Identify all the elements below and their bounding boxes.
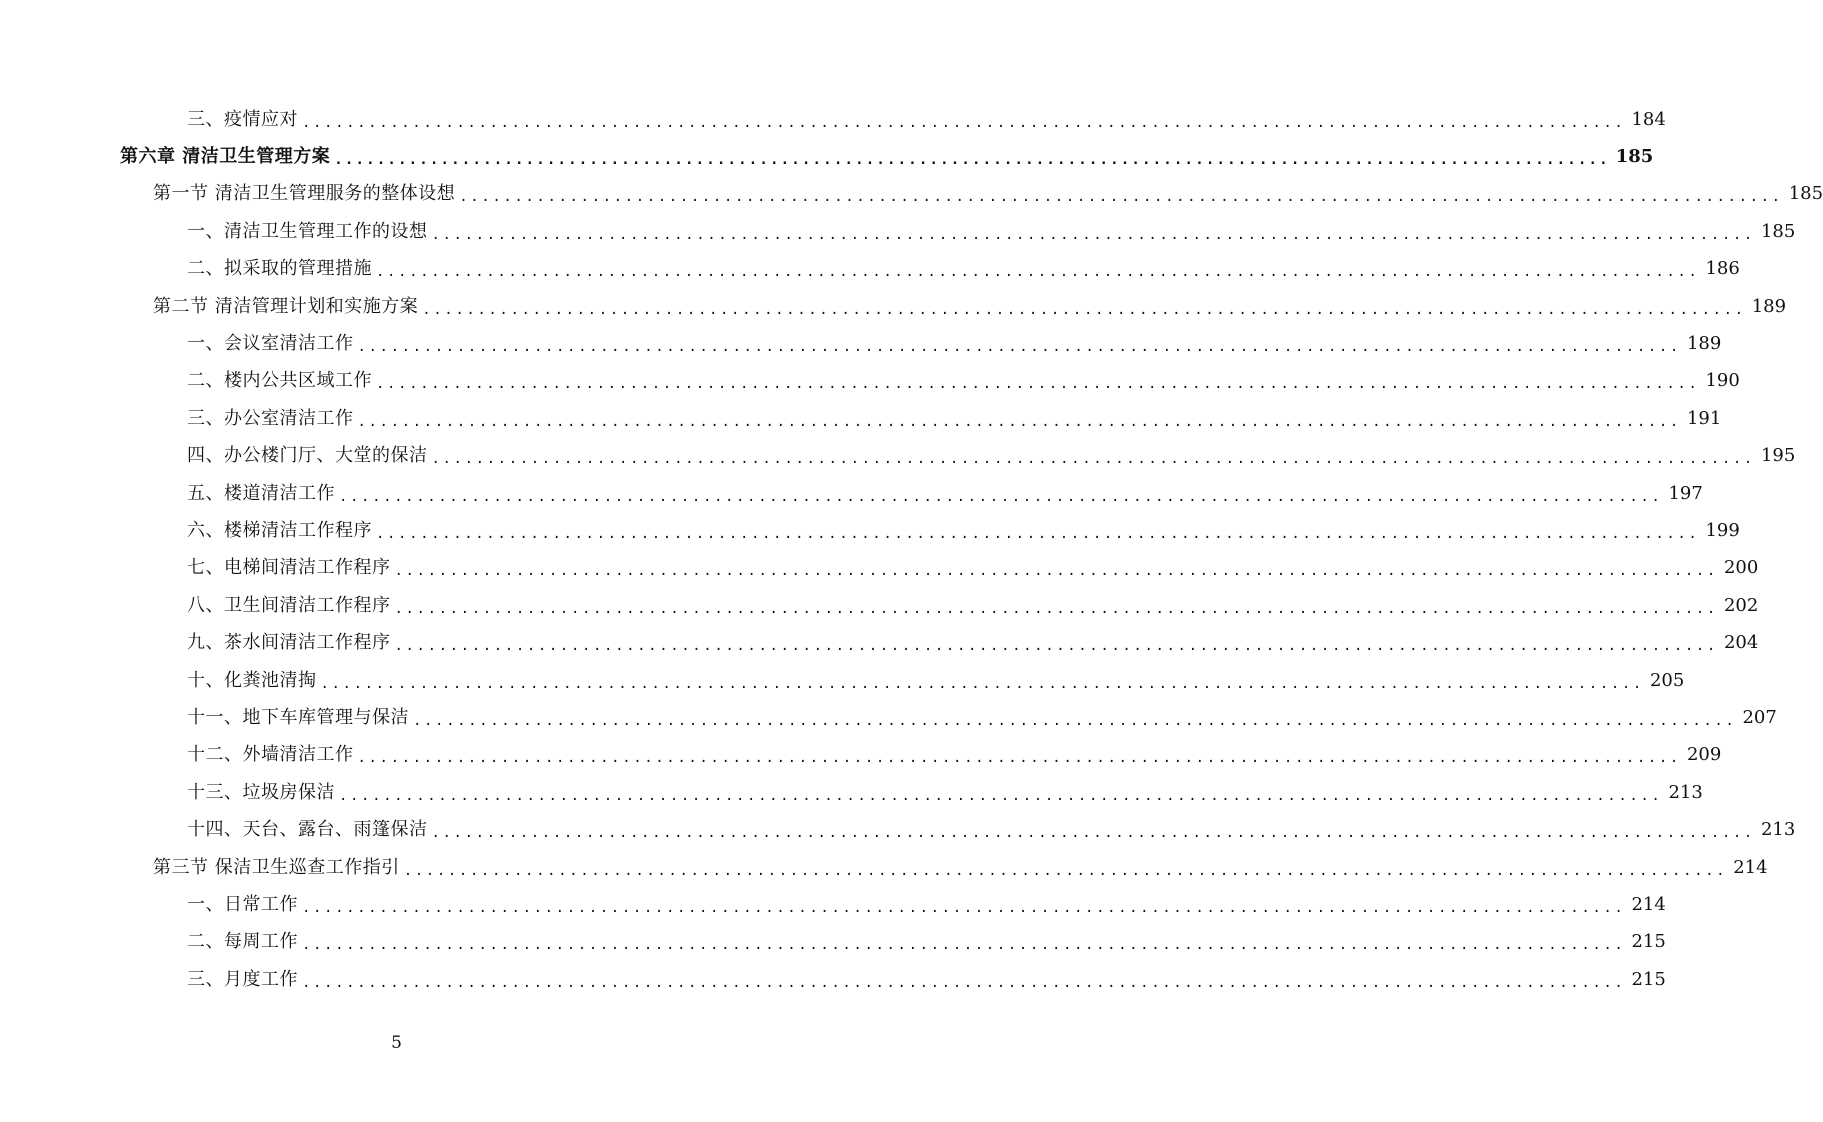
toc-entry-title: 十四、天台、露台、雨篷保洁 <box>187 819 428 841</box>
toc-item-entry[interactable] <box>0 774 1703 811</box>
toc-entry-page: 185 <box>1760 220 1796 242</box>
toc-entry-title: 六、楼梯清洁工作程序 <box>187 519 372 541</box>
toc-entry-page: 191 <box>1686 407 1722 429</box>
toc-item-entry[interactable] <box>0 213 1796 250</box>
toc-entry-page: 200 <box>1723 557 1759 579</box>
toc-chapter-entry[interactable] <box>0 138 1654 175</box>
toc-item-entry[interactable] <box>0 475 1703 512</box>
toc-entry-title: 二、楼内公共区域工作 <box>187 370 372 392</box>
toc-item-entry[interactable] <box>0 101 1666 138</box>
toc-entry-title: 八、卫生间清洁工作程序 <box>187 594 391 616</box>
toc-entry-page: 199 <box>1705 519 1740 541</box>
toc-dot-leader: ........................................................................................................................ <box>339 787 1663 804</box>
toc-dot-leader: ........................................................................................................................ <box>459 189 1783 206</box>
toc-entry-title: 十二、外墙清洁工作 <box>187 744 354 766</box>
toc-dot-leader: ........................................................................................................................ <box>302 974 1626 991</box>
toc-entry-title: 三、月度工作 <box>187 968 298 990</box>
toc-section-entry[interactable] <box>0 288 1787 325</box>
toc-entry-page: 195 <box>1760 445 1796 467</box>
toc-dot-leader: ........................................................................................................................ <box>376 376 1700 393</box>
toc-entry-title: 第六章 清洁卫生管理方案 <box>120 146 331 168</box>
toc-entry-page: 213 <box>1668 781 1703 803</box>
toc-dot-leader: ........................................................................................................................ <box>357 413 1681 430</box>
toc-item-entry[interactable] <box>0 251 1740 288</box>
toc-dot-leader: ........................................................................................................................ <box>302 899 1626 916</box>
toc-dot-leader: ........................................................................................................................ <box>357 750 1681 767</box>
toc-entry-page: 189 <box>1751 295 1787 317</box>
toc-dot-leader: ........................................................................................................................ <box>422 301 1746 318</box>
toc-dot-leader: ........................................................................................................................ <box>431 226 1755 243</box>
toc-item-entry[interactable] <box>0 512 1740 549</box>
toc-entry-page: 202 <box>1723 594 1759 616</box>
toc-dot-leader: ........................................................................................................................ <box>431 825 1755 842</box>
toc-dot-leader: ........................................................................................................................ <box>376 525 1700 542</box>
toc-dot-leader: ........................................................................................................................ <box>394 600 1718 617</box>
toc-entry-title: 二、每周工作 <box>187 931 298 953</box>
toc-entry-title: 第三节 保洁卫生巡查工作指引 <box>153 856 400 878</box>
toc-entry-page: 207 <box>1742 706 1777 728</box>
toc-entry-title: 五、楼道清洁工作 <box>187 482 335 504</box>
toc-entry-page: 185 <box>1788 183 1823 205</box>
toc-dot-leader: ........................................................................................................................ <box>403 862 1728 879</box>
toc-dot-leader: ........................................................................................................................ <box>339 488 1663 505</box>
toc-entry-title: 第二节 清洁管理计划和实施方案 <box>153 295 419 317</box>
toc-entry-page: 204 <box>1723 632 1759 654</box>
toc-entry-page: 215 <box>1631 968 1666 990</box>
toc-dot-leader: ........................................................................................................................ <box>302 114 1626 131</box>
toc-entry-title: 十、化粪池清掏 <box>187 669 317 691</box>
toc-entry-page: 213 <box>1760 819 1796 841</box>
toc-entry-title: 一、会议室清洁工作 <box>187 333 354 355</box>
toc-item-entry[interactable] <box>0 438 1796 475</box>
toc-item-entry[interactable] <box>0 924 1666 961</box>
toc-entry-page: 215 <box>1631 931 1666 953</box>
table-of-contents <box>0 101 1823 998</box>
toc-dot-leader: ........................................................................................................................ <box>334 152 1610 169</box>
toc-entry-page: 185 <box>1615 146 1654 168</box>
toc-entry-title: 四、办公楼门厅、大堂的保洁 <box>187 445 428 467</box>
toc-entry-title: 一、日常工作 <box>187 893 298 915</box>
toc-section-entry[interactable] <box>0 849 1768 886</box>
toc-item-entry[interactable] <box>0 699 1777 736</box>
toc-entry-title: 第一节 清洁卫生管理服务的整体设想 <box>153 183 456 205</box>
toc-entry-title: 二、拟采取的管理措施 <box>187 258 372 280</box>
toc-dot-leader: ........................................................................................................................ <box>394 563 1718 580</box>
toc-item-entry[interactable] <box>0 737 1722 774</box>
toc-item-entry[interactable] <box>0 811 1796 848</box>
toc-dot-leader: ........................................................................................................................ <box>376 264 1700 281</box>
toc-dot-leader: ........................................................................................................................ <box>357 339 1681 356</box>
toc-dot-leader: ........................................................................................................................ <box>413 712 1737 729</box>
toc-entry-page: 189 <box>1686 333 1722 355</box>
page-number: 5 <box>391 1033 402 1053</box>
toc-item-entry[interactable] <box>0 363 1740 400</box>
toc-dot-leader: ........................................................................................................................ <box>320 675 1644 692</box>
toc-entry-page: 190 <box>1705 370 1740 392</box>
toc-item-entry[interactable] <box>0 662 1685 699</box>
toc-entry-page: 209 <box>1686 744 1722 766</box>
toc-item-entry[interactable] <box>0 400 1722 437</box>
toc-entry-page: 186 <box>1705 258 1740 280</box>
toc-dot-leader: ........................................................................................................................ <box>302 937 1626 954</box>
toc-dot-leader: ........................................................................................................................ <box>394 638 1718 655</box>
toc-entry-page: 205 <box>1649 669 1685 691</box>
toc-item-entry[interactable] <box>0 587 1759 624</box>
toc-entry-page: 197 <box>1668 482 1703 504</box>
toc-entry-page: 214 <box>1733 856 1768 878</box>
toc-entry-title: 三、疫情应对 <box>187 108 298 130</box>
toc-entry-title: 十一、地下车库管理与保洁 <box>187 706 409 728</box>
toc-section-entry[interactable] <box>0 176 1823 213</box>
toc-entry-title: 九、茶水间清洁工作程序 <box>187 632 391 654</box>
toc-item-entry[interactable] <box>0 886 1666 923</box>
toc-entry-title: 一、清洁卫生管理工作的设想 <box>187 220 428 242</box>
toc-item-entry[interactable] <box>0 624 1759 661</box>
toc-item-entry[interactable] <box>0 961 1666 998</box>
toc-dot-leader: ........................................................................................................................ <box>431 451 1755 468</box>
toc-item-entry[interactable] <box>0 325 1722 362</box>
toc-entry-page: 214 <box>1631 893 1666 915</box>
toc-entry-title: 三、办公室清洁工作 <box>187 407 354 429</box>
toc-entry-title: 七、电梯间清洁工作程序 <box>187 557 391 579</box>
toc-item-entry[interactable] <box>0 550 1759 587</box>
toc-entry-page: 184 <box>1631 108 1666 130</box>
toc-entry-title: 十三、垃圾房保洁 <box>187 781 335 803</box>
